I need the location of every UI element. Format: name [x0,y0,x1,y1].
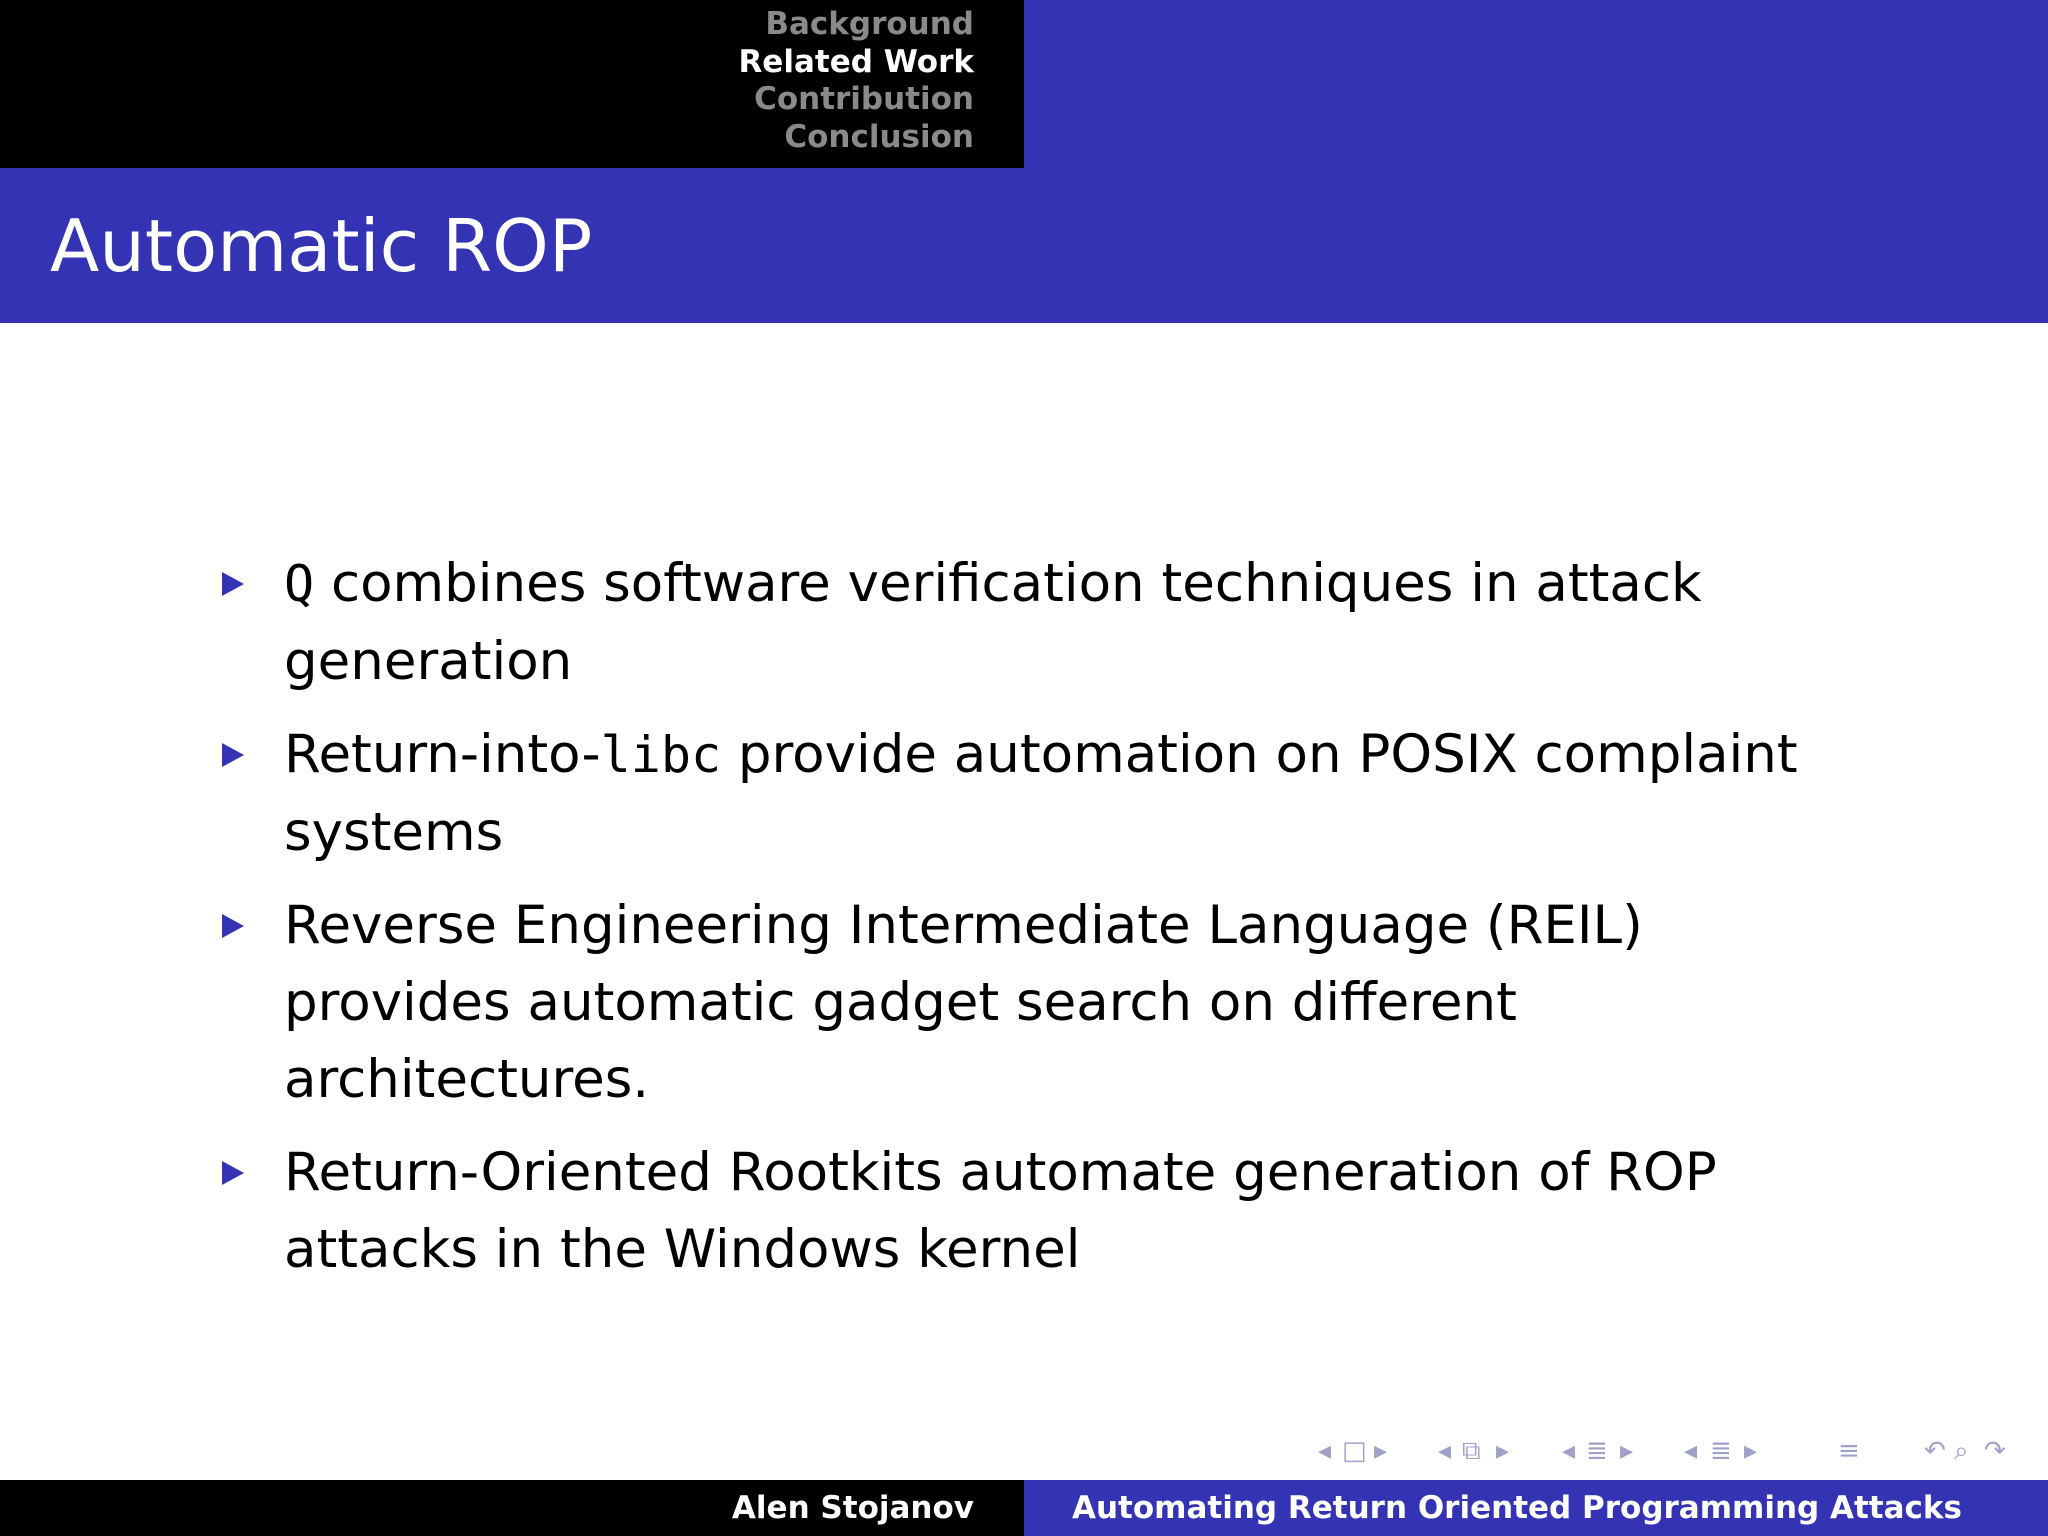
nav-section-conclusion[interactable]: Conclusion [784,118,974,155]
header-left-panel [0,0,1024,168]
toc-icon[interactable]: ≡ [1838,1436,1860,1466]
next-subsection-arrow-icon[interactable]: ▸ [1496,1436,1510,1466]
footer-author: Alen Stojanov [731,1490,974,1526]
bullet-item [218,1134,1858,1288]
bullet-text: Reverse Engineering Intermediate Language (REIL) provides automatic gadget search on different architectures. [284,895,1643,1110]
prev-subsection-arrow-icon[interactable]: ◂ [1438,1436,1452,1466]
footer-right-panel [1024,1480,2048,1536]
section-icon[interactable]: ≣ [1586,1436,1608,1466]
triangle-bullet-icon [222,1161,244,1185]
bullet-item [218,716,1858,871]
nav-section-contribution[interactable]: Contribution [754,81,974,117]
nav-section-related-work[interactable]: Related Work [738,43,974,80]
prev-section-arrow-icon[interactable]: ◂ [1562,1436,1576,1466]
undo-icon[interactable]: ↶ [1924,1436,1946,1466]
document-icon[interactable]: ≣ [1710,1436,1732,1466]
prev-document-arrow-icon[interactable]: ◂ [1684,1436,1698,1466]
bullet-text: Return-into- [284,724,601,785]
navigation-symbols [1318,1436,2028,1466]
bullet-text: Return-Oriented Rootkits automate generation of ROP attacks in the Windows kernel [284,1142,1717,1280]
next-document-arrow-icon[interactable]: ▸ [1744,1436,1758,1466]
search-icon[interactable]: ⌕ [1954,1436,1969,1466]
bullet-text: combines software verification techniques in attack generation [284,553,1702,692]
redo-icon[interactable]: ↷ [1984,1436,2006,1466]
bullet-item [218,887,1858,1118]
triangle-bullet-icon [222,572,244,596]
frame-title: Automatic ROP [50,203,593,288]
bullet-text: provide automation on POSIX complaint systems [284,724,1798,863]
code-term: Q [284,555,315,613]
frame-icon[interactable]: □ [1342,1436,1367,1466]
header-right-panel [1024,0,2048,168]
next-frame-arrow-icon[interactable]: ▸ [1374,1436,1388,1466]
slide-content [218,545,1858,1304]
frame-title-bar [0,168,2048,323]
nav-section-background[interactable]: Background [765,6,974,42]
footer-left-panel [0,1480,1024,1536]
footer-presentation-title: Automating Return Oriented Programming Attacks [1072,1490,1962,1526]
next-section-arrow-icon[interactable]: ▸ [1620,1436,1634,1466]
subsection-icon[interactable]: ⧉ [1462,1436,1481,1466]
triangle-bullet-icon [222,743,244,767]
section-navigation [738,6,974,156]
bullet-list [218,545,1858,1288]
prev-frame-arrow-icon[interactable]: ◂ [1318,1436,1332,1466]
triangle-bullet-icon [222,914,244,938]
code-term: libc [600,726,722,784]
bullet-item [218,545,1858,700]
